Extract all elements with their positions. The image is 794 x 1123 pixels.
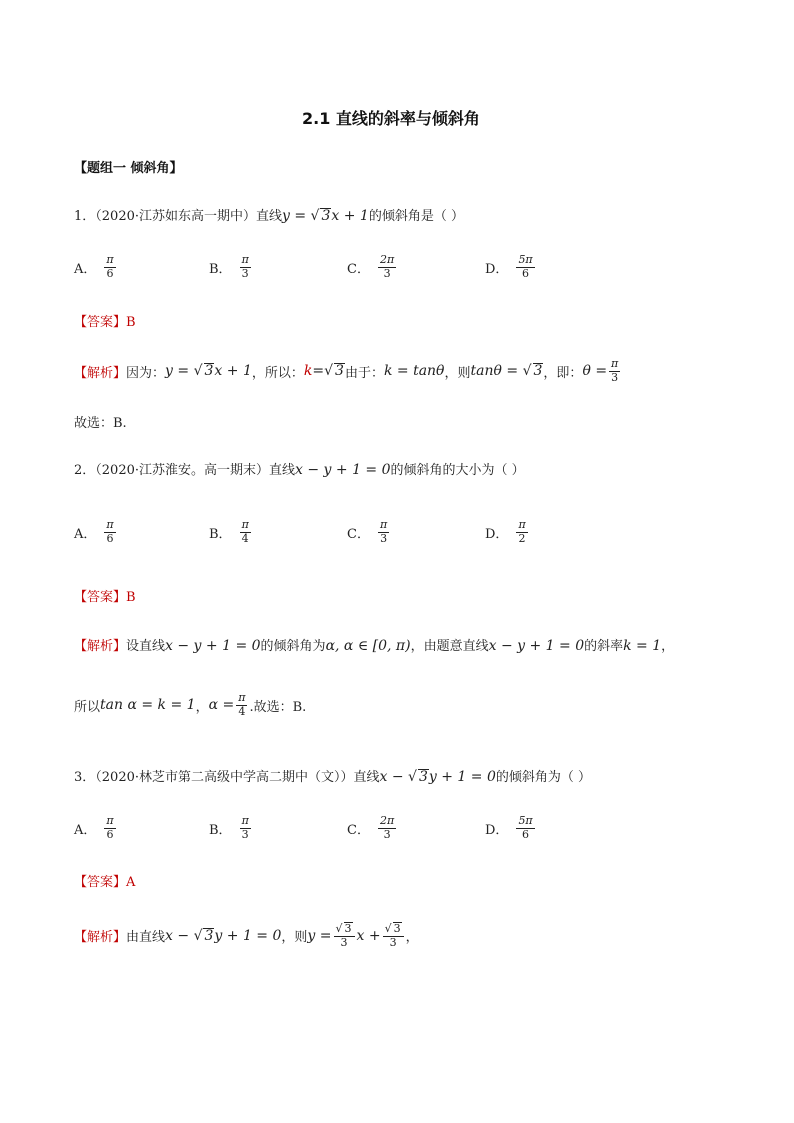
answer-value: B	[126, 590, 136, 605]
analysis-tag: 【解析】	[74, 930, 127, 946]
equation: tanθ = √ 3	[470, 363, 543, 380]
equation: y = √ 3x + 1	[165, 363, 252, 380]
analysis-tag: 【解析】	[74, 639, 127, 654]
answer-tag: 【答案】	[74, 875, 127, 890]
analysis-text: 的斜率	[584, 639, 624, 654]
option-b[interactable]	[209, 519, 253, 545]
question-source: （2020·江苏淮安。高一期末）直线	[95, 463, 295, 478]
equation: x − √ 3y + 1 = 0	[379, 769, 496, 785]
fraction: $\frac{\pi}{4}$	[238, 691, 246, 718]
option-label: D．	[485, 822, 509, 838]
option-label: B．	[209, 822, 232, 838]
option-label: C．	[347, 822, 370, 838]
fraction: $\frac{2\pi}{3}$	[379, 253, 395, 280]
analysis-text: 因为：	[126, 365, 166, 381]
option-label: B．	[209, 261, 232, 277]
option-a[interactable]	[74, 815, 118, 841]
section-heading: 【题组一 倾斜角】	[74, 161, 183, 176]
conclusion-1: 故选：B.	[74, 416, 127, 431]
question-1	[74, 205, 464, 224]
analysis-text: ，	[195, 699, 209, 715]
question-number: 1．	[74, 209, 96, 224]
analysis-text: 所以	[74, 699, 101, 715]
option-label: C．	[347, 261, 370, 277]
fraction: $\frac{\pi}{3}$	[379, 518, 388, 545]
fraction: $\frac{√ 3}{3}$	[383, 922, 404, 949]
option-label: A．	[74, 261, 97, 277]
option-d[interactable]	[485, 815, 537, 841]
option-label: D．	[485, 261, 509, 277]
analysis-text: ，所以：	[251, 365, 304, 381]
analysis-text: ，则	[281, 930, 308, 946]
option-c[interactable]	[347, 519, 391, 545]
equation: x − y + 1 = 0	[295, 462, 391, 478]
option-c[interactable]	[347, 815, 398, 841]
analysis-3	[74, 922, 419, 949]
question-2	[74, 459, 525, 478]
fraction: $\frac{\pi}{6}$	[106, 814, 114, 841]
option-label: A．	[74, 526, 97, 542]
fraction: $\frac{\pi}{3}$	[241, 253, 249, 280]
answer-value: A	[126, 875, 136, 890]
option-label: B．	[209, 526, 232, 542]
option-a[interactable]	[74, 519, 118, 545]
fraction: $\frac{\pi}{2}$	[518, 518, 526, 545]
fraction: $\frac{√ 3}{3}$	[334, 922, 355, 949]
fraction: $\frac{\pi}{4}$	[241, 518, 249, 545]
page-title: 2.1 直线的斜率与倾斜角	[302, 109, 480, 128]
equation: k = 1	[623, 638, 662, 654]
question-source: （2020·江苏如东高一期中）直线	[95, 209, 282, 224]
fraction: $\frac{\pi}{6}$	[106, 253, 114, 280]
answer-tag: 【答案】	[74, 315, 127, 330]
analysis-tag: 【解析】	[74, 365, 127, 381]
analysis-2	[74, 635, 674, 654]
answer-tag: 【答案】	[74, 590, 127, 605]
answer-3	[74, 871, 135, 890]
question-source: （2020·林芝市第二高级中学高二期中（文））直线	[95, 770, 380, 785]
option-d[interactable]	[485, 254, 537, 280]
option-label: A．	[74, 822, 97, 838]
analysis-text: ，由题意直线	[410, 639, 489, 654]
option-label: D．	[485, 526, 509, 542]
analysis-text: 设直线	[126, 639, 166, 654]
analysis-text: 由于：	[344, 365, 384, 381]
equation: k=√ 3	[303, 363, 344, 380]
analysis-text: ，即：	[543, 365, 583, 381]
analysis-text: 的倾斜角为	[260, 639, 326, 654]
option-b[interactable]	[209, 254, 253, 280]
equation: x +	[356, 927, 381, 944]
question-tail: 的倾斜角的大小为（ ）	[390, 463, 525, 478]
equation: x − √ 3y + 1 = 0	[165, 927, 282, 944]
option-b[interactable]	[209, 815, 253, 841]
analysis-2-line-2	[74, 692, 306, 718]
question-tail: 的倾斜角为（ ）	[495, 770, 592, 785]
option-d[interactable]	[485, 519, 530, 545]
fraction: $\frac{5\pi}{6}$	[518, 253, 533, 280]
analysis-1	[74, 358, 622, 384]
fraction: $\frac{\pi}{3}$	[241, 814, 249, 841]
fraction: $\frac{2\pi}{3}$	[379, 814, 395, 841]
equation: k = tanθ	[383, 363, 445, 380]
equation: tan α = k = 1	[100, 697, 196, 714]
option-c[interactable]	[347, 254, 398, 280]
option-a[interactable]	[74, 254, 118, 280]
answer-2	[74, 586, 136, 605]
analysis-text: ，	[661, 639, 675, 654]
equation: y = √ 3x + 1	[282, 208, 369, 224]
equation: x − y + 1 = 0	[488, 638, 585, 654]
answer-value: B	[126, 315, 136, 330]
question-number: 3．	[74, 770, 96, 785]
answer-1	[74, 311, 136, 330]
fraction: $\frac{\pi}{3}$	[611, 357, 619, 384]
fraction: $\frac{5\pi}{6}$	[518, 814, 533, 841]
equation: x − y + 1 = 0	[165, 638, 261, 654]
equation: y =	[307, 927, 332, 944]
equation: θ =	[582, 363, 608, 380]
analysis-text: ，则	[444, 365, 471, 381]
analysis-text: 由直线	[126, 930, 166, 946]
question-3	[74, 766, 591, 785]
equation: α =	[208, 697, 235, 714]
fraction: $\frac{\pi}{6}$	[106, 518, 114, 545]
option-label: C．	[347, 526, 370, 542]
analysis-text: .故选：B.	[249, 699, 307, 715]
question-number: 2．	[74, 463, 96, 478]
equation: α, α ∈ [0, π)	[325, 638, 411, 654]
question-tail: 的倾斜角是（ ）	[368, 209, 464, 224]
analysis-text: ，	[405, 930, 419, 946]
